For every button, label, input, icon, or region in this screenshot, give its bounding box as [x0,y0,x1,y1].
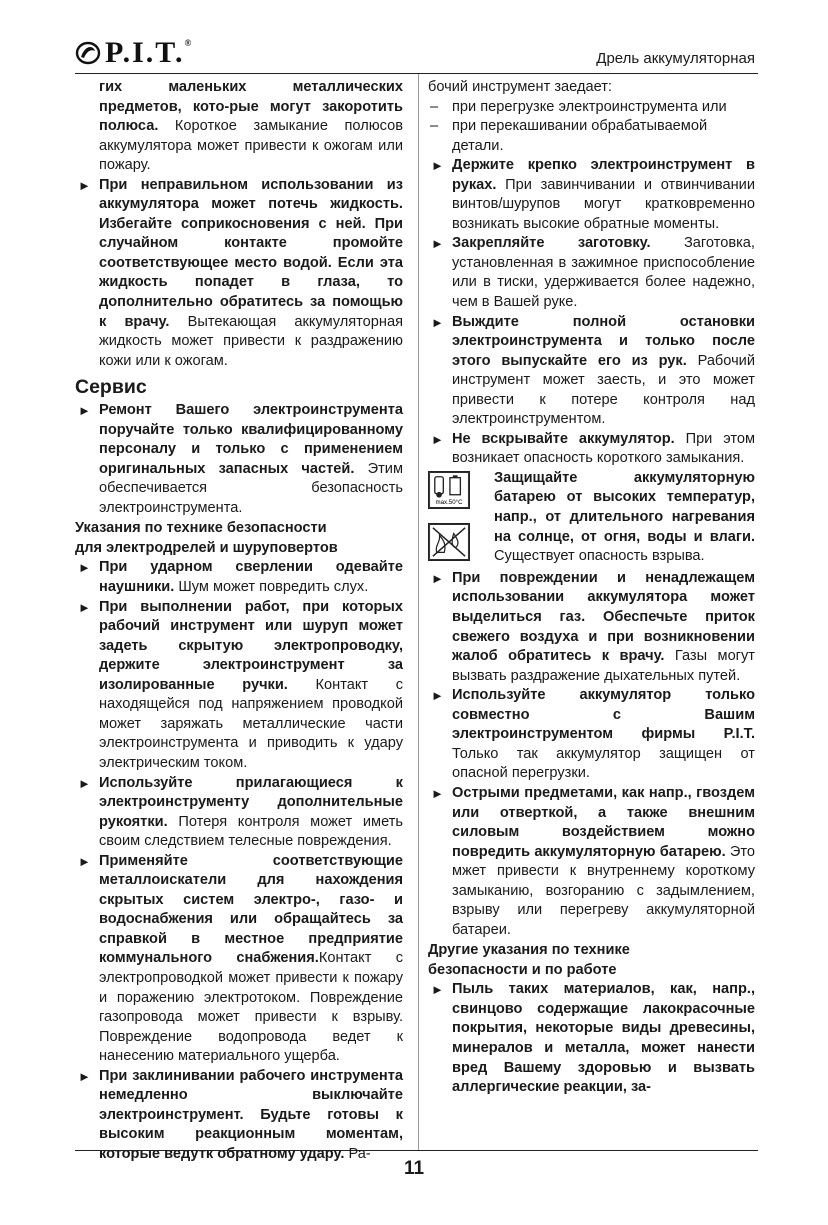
logo-text: P.I.T. [105,36,185,69]
section-heading-service: Сервис [75,376,147,399]
bullet-item: ► Используйте аккумулятор только совместно с Вашим электроинструментом фирмы P.I.T. Только так аккумулятор защищен от опасной перегрузки. [431,687,755,782]
arrow-bullet-icon: ► [431,785,444,801]
arrow-bullet-icon: ► [431,158,444,174]
arrow-bullet-icon: ► [78,403,91,419]
bullet-item: ► Закрепляйте заготовку. Заготовка, установленная в зажимное приспособление или в тиски, удерживается более надежно, чем в Вашей руке. [431,235,755,311]
arrow-bullet-icon: ► [431,314,444,330]
bullet-item: ► Острыми предметами, как напр., гвоздем или отверткой, а также внешним силовым воздействием можно повредить аккумуляторную батарею. Это мжет привести к внутреннему короткому замыканию, возгоранию с задымлением, взрыву или перегреву аккумуляторной батареи. [431,784,755,938]
right-column [428,78,755,1098]
arrow-bullet-icon: ► [431,688,444,704]
temp-limit-label: max.50°C [435,499,463,507]
document-title: Дрель аккумуляторная [596,50,755,67]
header-rule [75,73,758,74]
bullet-item: ► Используйте прилагающиеся к электроинструменту дополнительные рукоятки. Потеря контроля может иметь своим следствием телесные повреждения. [78,774,403,850]
battery-warning: max.50°C Защищайте аккумуляторную батарею от высоких температур, напр., от длительного нагревания на солнце, от огня, воды и влаги. Существует опасность взрыва. [428,469,755,569]
arrow-bullet-icon: ► [431,431,444,447]
arrow-bullet-icon: ► [78,1068,91,1084]
pit-swirl-icon [75,41,101,65]
bullet-item: ► При заклинивании рабочего инструмента немедленно выключайте электроинструмент. Будьте готовы к высоким реакционным моментам, которые ведутк обратному удару. Ра- [78,1067,403,1162]
dash-item: – при перегрузке электроинструмента или [430,98,727,115]
arrow-bullet-icon: ► [78,775,91,791]
bullet-item: ► Ремонт Вашего электроинструмента поручайте только квалифицированному персоналу и только с применением оригинальных запасных частей. Этим обеспечивается безопасность электроинструмента. [78,402,403,516]
paragraph: бочий инструмент заедает: [428,79,612,95]
bullet-item: ► Не вскрывайте аккумулятор. При этом возникает опасность короткого замыкания. [431,430,755,467]
arrow-bullet-icon: ► [78,853,91,869]
bullet-item: ► Пыль таких материалов, как, напр., свинцово содержащие лакокрасочные покрытия, некоторые виды древесины, минералов и металла, может нанести вред Вашему здоровью и вызвать аллергические реакции, за- [431,981,755,1096]
bullet-item: ► Выждите полной остановки электроинструмента и только после этого выпускайте его из рук. Рабочий инструмент может заесть, и это может привести к потере контроля над электроинструментом. [431,313,755,428]
column-separator [418,74,419,1150]
paragraph: гих маленьких металлических предметов, кото-рые могут закоротить полюса. Короткое замыкание полюсов аккумулятора может привести к ожогам или пожару. [99,79,403,174]
bullet-item: ► При повреждении и ненадлежащем использовании аккумулятора может выделиться газ. Обеспечьте приток свежего воздуха и при возникновении жалоб обратитесь к врачу. Газы могут вызвать раздражение дыхательных путей. [431,569,755,684]
left-column [75,78,403,1164]
bullet-item: ► При ударном сверлении одевайте наушники. Шум может повредить слух. [78,559,403,596]
arrow-bullet-icon: ► [78,560,91,576]
arrow-bullet-icon: ► [431,236,444,252]
arrow-bullet-icon: ► [78,177,91,193]
subheading: Другие указания по технике безопасности и по работе [428,942,630,979]
arrow-bullet-icon: ► [431,570,444,586]
registered-mark: ® [184,38,194,48]
arrow-bullet-icon: ► [78,599,91,615]
footer-rule [75,1150,758,1151]
page-number: 11 [403,1158,425,1179]
brand-logo [75,36,193,70]
bullet-item: ► Держите крепко электроинструмент в руках. При завинчивании и отвинчивании винтов/шурупов могут кратковременно возникать высокие обратные моменты. [431,157,755,232]
bullet-item: ► Применяйте соответствующие металлоискатели для нахождения скрытых систем электро-, газо- и водоснабжения или обращайтесь за справкой в местное предприятие коммунального снабжения.Контакт с электропроводкой может привести к пожару и поражению электротоком. Повреждение газопровода может привести к взрыву. Повреждение водопровода ведет к нанесению материального ущерба. [78,852,403,1065]
subheading: Указания по технике безопасности для электродрелей и шуруповертов [75,520,338,557]
no-heat-water-icon [428,523,470,561]
battery-temperature-icon [428,471,470,509]
bullet-item: ► При неправильном использовании из аккумулятора может потечь жидкость. Избегайте соприкосновения с ней. При случайном контакте промойте соответствующее место водой. Если эта жидкость попадет в глаза, то дополнительно обратитесь за помощью к врачу. Вытекающая аккумуляторная жидкость может привести к раздражению кожи или к ожогам. [78,176,403,369]
arrow-bullet-icon: ► [431,982,444,998]
bullet-item: ► При выполнении работ, при которых рабочий инструмент или шуруп может задеть скрытую электропроводку, держите электроинструмент за изолированные ручки. Контакт с находящейся под напряжением проводкой может заряжать металлические части электроинструмента и приводить к удару электрическим током. [78,598,403,771]
dash-item: – при перекашивании обрабатываемой детали. [430,118,708,154]
page-header [75,36,755,70]
